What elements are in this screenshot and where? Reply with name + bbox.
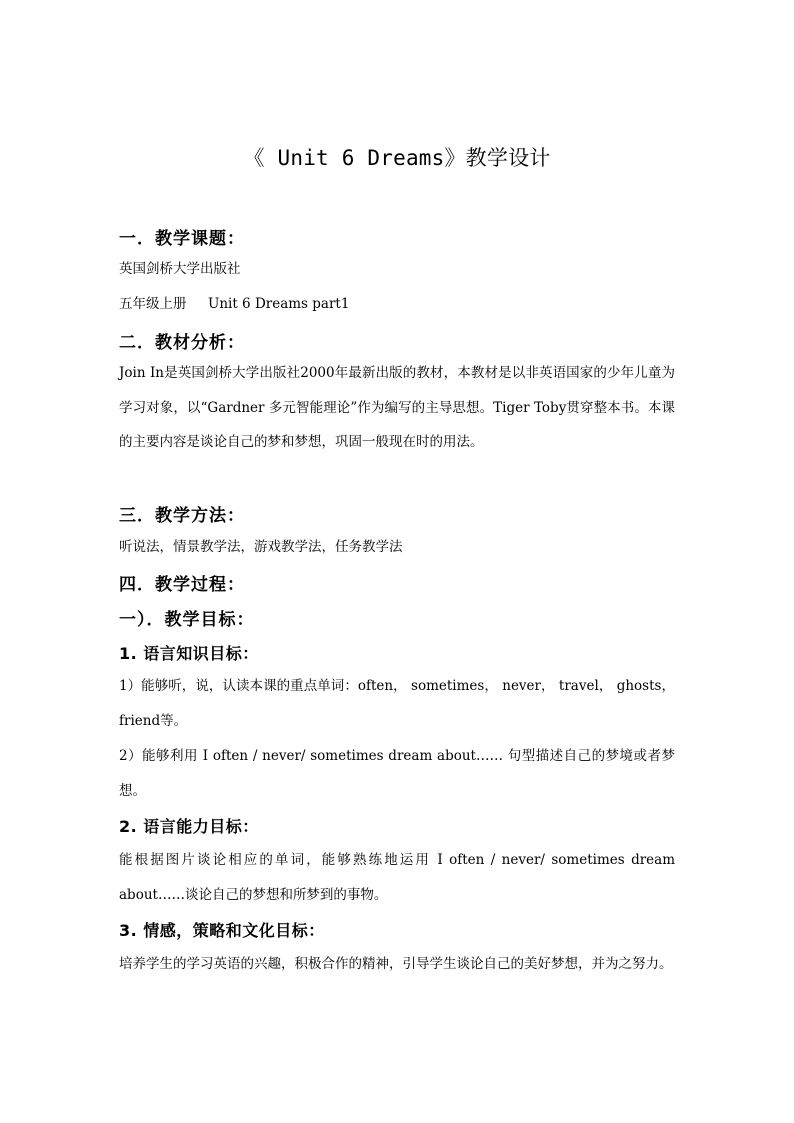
section-heading-methods: 三．教学方法：: [119, 506, 245, 526]
methods-line: 听说法，情景教学法，游戏教学法，任务教学法: [119, 539, 403, 555]
goal-heading-ability: 2. 语言能力目标：: [119, 817, 259, 836]
goal-heading-emotion: 3. 情感，策略和文化目标：: [119, 921, 325, 940]
section-heading-topic: 一．教学课题：: [119, 229, 245, 249]
document-title: 《 Unit 6 Dreams》教学设计: [243, 146, 551, 170]
section-heading-material: 二．教材分析：: [119, 333, 245, 353]
section-heading-process: 四．教学过程：: [119, 575, 245, 595]
goal-ability-paragraph: 能根据图片谈论相应的单词，能够熟练地运用 I often / never/ sometimes dream about……谈论自己的梦想和所梦到的事物。: [119, 852, 675, 903]
goal-knowledge-item-1: 1）能够听，说，认读本课的重点单词：often， sometimes， never， travel， ghosts， friend等。: [119, 678, 675, 729]
material-analysis-paragraph: Join In是英国剑桥大学出版社2000年最新出版的教材，本教材是以非英语国家的少年儿童为学习对象，以“Gardner 多元智能理论”作为编写的主导思想。Tiger Toby贯穿整本书。本课的主要内容是谈论自己的梦和梦想，巩固一般现在时的用法。: [119, 365, 675, 451]
topic-unit: 五年级上册 Unit 6 Dreams part1: [119, 296, 350, 312]
topic-publisher: 英国剑桥大学出版社: [119, 261, 241, 277]
subsection-heading-goals: 一）．教学目标：: [119, 610, 255, 630]
goal-heading-knowledge: 1. 语言知识目标：: [119, 644, 259, 663]
goal-knowledge-item-2: 2）能够利用 I often / never/ sometimes dream about…… 句型描述自己的梦境或者梦想。: [119, 748, 675, 799]
goal-emotion-paragraph: 培养学生的学习英语的兴趣，积极合作的精神，引导学生谈论自己的美好梦想，并为之努力。: [119, 956, 673, 972]
